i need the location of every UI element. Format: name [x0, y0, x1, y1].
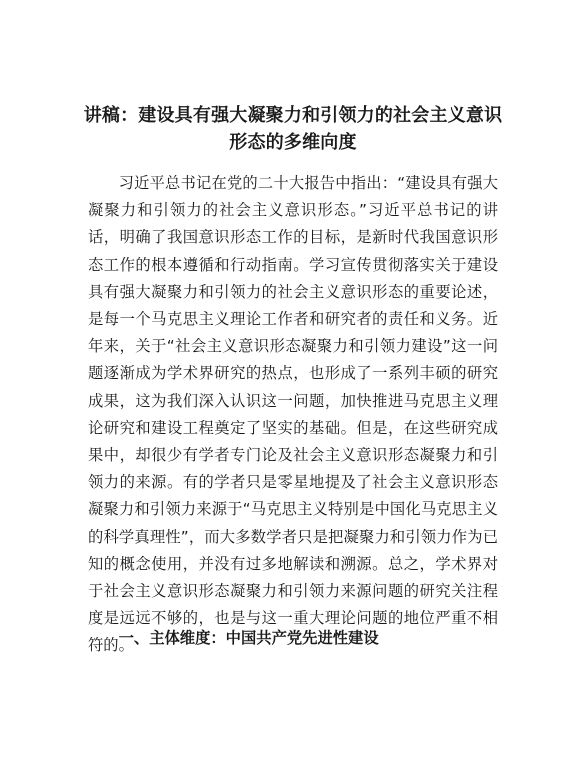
section-heading: 一、主体维度：中国共产党先进性建设 [118, 629, 379, 647]
body-paragraph: 习近平总书记在党的二十大报告中指出：“建设具有强大凝聚力和引领力的社会主义意识形态。”习近平总书记的讲话，明确了我国意识形态工作的目标，是新时代我国意识形态工作的根本遵循和行动指南。学习宣传贯彻落实关于建设具有强大凝聚力和引领力的社会主义意识形态的重要论述，是每一个马克思主义理论工作者和研究者的责任和义务。近年来，关于“社会主义意识形态凝聚力和引领力建设”这一问题逐渐成为学术界研究的热点，也形成了一系列丰硕的研究成果，这为我们深入认识这一问题，加快推进马克思主义理论研究和建设工程奠定了坚实的基础。但是，在这些研究成果中，却很少有学者专门论及社会主义意识形态凝聚力和引领力的来源。有的学者只是零星地提及了社会主义意识形态凝聚力和引领力来源于“马克思主义特别是中国化马克思主义的科学真理性”，而大多数学者只是把凝聚力和引领力作为已知的概念使用，并没有过多地解读和溯源。总之，学术界对于社会主义意识形态凝聚力和引领力来源问题的研究关注程度是远远不够的，也是与这一重大理论问题的地位严重不相符的。 [88, 174, 498, 655]
document-title: 讲稿：建设具有强大凝聚力和引领力的社会主义意识形态的多维向度 [83, 105, 503, 153]
